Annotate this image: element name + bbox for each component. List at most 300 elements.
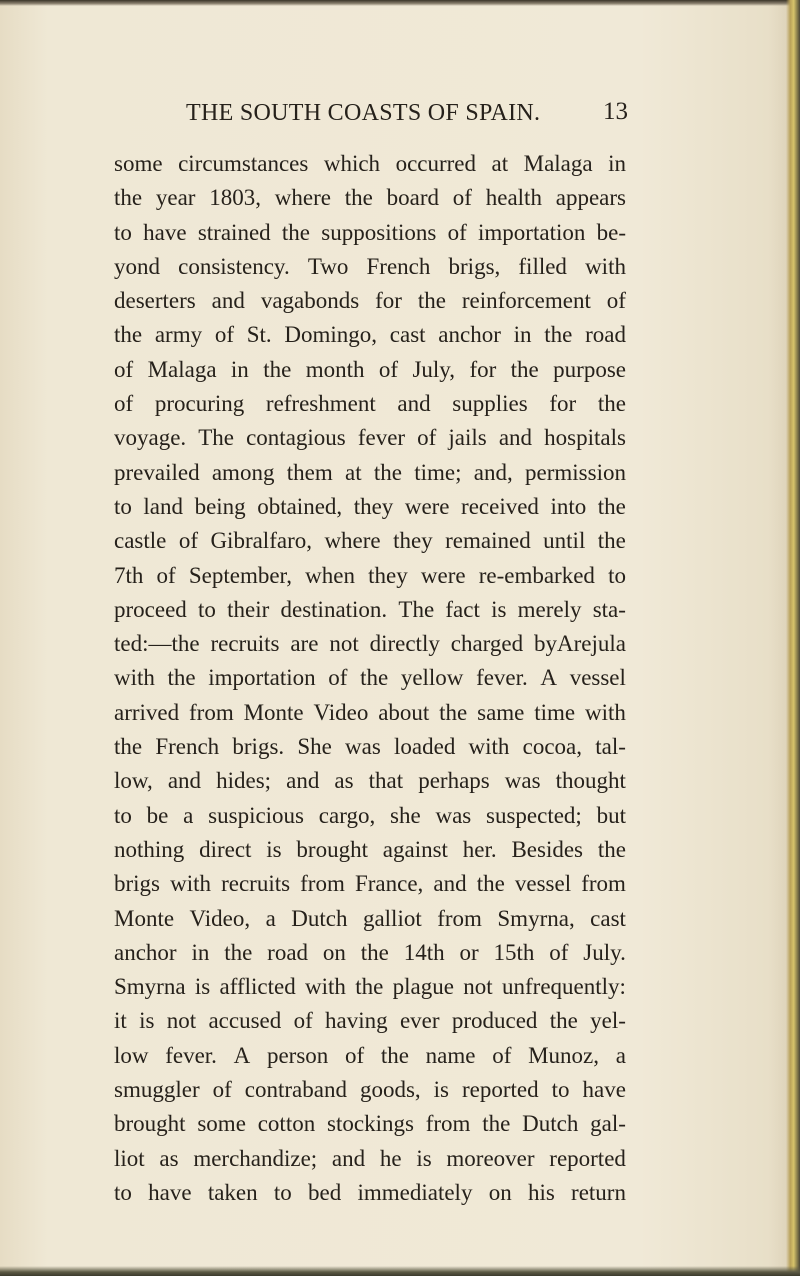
word: the xyxy=(373,459,402,485)
word: fever xyxy=(357,425,406,451)
word: with xyxy=(585,699,626,725)
word: galliot xyxy=(362,905,422,931)
word: byArejula xyxy=(534,631,626,657)
word: deserters xyxy=(114,288,196,314)
word: bed xyxy=(308,1179,342,1205)
word: not xyxy=(166,1008,197,1034)
word: they xyxy=(393,528,433,554)
text-line xyxy=(114,421,626,455)
word: or xyxy=(459,939,479,965)
word: strained xyxy=(197,219,271,245)
word: army xyxy=(154,322,203,348)
word: voyage. xyxy=(114,425,187,451)
running-head: THE SOUTH COASTS OF SPAIN. xyxy=(186,100,541,126)
word: the xyxy=(224,939,253,965)
text-line xyxy=(114,1142,626,1176)
word: accused xyxy=(208,1008,282,1034)
text-line xyxy=(114,250,626,284)
body-text xyxy=(114,147,626,1210)
word: return xyxy=(571,1179,626,1205)
word: on xyxy=(322,939,346,965)
word: with xyxy=(305,974,346,1000)
text-line xyxy=(114,1107,626,1141)
word: St. xyxy=(246,322,272,348)
word: merchandize; xyxy=(193,1145,318,1171)
word: being xyxy=(194,493,246,519)
word: road xyxy=(267,939,309,965)
word: in xyxy=(191,939,210,965)
word: and xyxy=(286,768,320,794)
text-line xyxy=(114,627,626,661)
word: at xyxy=(491,151,509,176)
word: among xyxy=(211,459,275,485)
word: were xyxy=(420,562,466,588)
text-line xyxy=(114,147,626,181)
word: from xyxy=(437,905,482,931)
word: the xyxy=(114,322,143,348)
word: time xyxy=(534,699,576,725)
word: She xyxy=(297,734,332,760)
word: charged xyxy=(450,631,524,657)
word: and xyxy=(167,768,202,794)
word: yond xyxy=(114,253,160,279)
word: where xyxy=(274,185,331,211)
text-line xyxy=(114,661,626,695)
word: Dutch xyxy=(291,905,348,931)
word: permission xyxy=(525,459,626,485)
word: is xyxy=(194,974,211,1000)
word: of xyxy=(378,356,399,382)
word: plague xyxy=(392,974,454,1000)
word: Besides xyxy=(511,836,583,862)
word: yel- xyxy=(590,1008,626,1034)
word: moreover xyxy=(446,1145,535,1171)
word: the xyxy=(263,356,292,382)
word: the xyxy=(114,185,143,211)
word: and xyxy=(498,425,533,451)
word: contraband xyxy=(244,1077,347,1103)
word: to xyxy=(114,1179,132,1205)
word: produced xyxy=(451,1008,538,1034)
word: the xyxy=(549,1008,578,1034)
word: suspected; xyxy=(486,802,582,828)
word: their xyxy=(227,596,270,622)
word: with xyxy=(170,871,211,897)
word: hospitals xyxy=(544,425,626,451)
word: brought xyxy=(114,1111,186,1137)
text-line xyxy=(114,593,626,627)
word: which xyxy=(323,151,381,176)
word: the xyxy=(439,699,468,725)
word: the xyxy=(281,219,311,245)
word: anchor xyxy=(438,322,501,348)
word: Domingo, xyxy=(284,322,378,348)
word: of xyxy=(214,322,235,348)
text-line xyxy=(114,696,626,730)
word: year xyxy=(155,185,196,211)
word: into xyxy=(550,493,587,519)
word: the xyxy=(360,939,389,965)
word: reported xyxy=(462,1077,539,1103)
word: were xyxy=(404,493,450,519)
word: France, xyxy=(354,871,424,897)
word: fever. xyxy=(165,1042,217,1068)
word: reinforcement xyxy=(461,288,591,314)
word: the xyxy=(355,974,384,1000)
text-line xyxy=(114,799,626,833)
word: are xyxy=(290,631,319,657)
word: cargo, xyxy=(318,802,376,828)
word: be xyxy=(146,802,169,828)
word: recruits xyxy=(210,631,280,657)
word: the xyxy=(344,185,373,211)
word: castle xyxy=(114,528,167,554)
word: of xyxy=(114,356,134,382)
text-line xyxy=(114,456,626,490)
text-line xyxy=(114,833,626,867)
word: the xyxy=(476,871,505,897)
word: fact xyxy=(445,596,480,622)
text-line xyxy=(114,1073,626,1107)
word: name xyxy=(425,1042,476,1068)
word: The xyxy=(198,425,235,451)
word: brigs xyxy=(114,871,160,897)
word: of xyxy=(178,528,198,554)
word: smuggler xyxy=(114,1077,200,1103)
word: cast xyxy=(389,322,426,348)
text-line xyxy=(114,902,626,936)
word: Two xyxy=(307,253,349,279)
word: Smyrna xyxy=(114,974,186,1000)
word: a xyxy=(265,905,276,931)
word: Malaga xyxy=(147,356,217,382)
word: her. xyxy=(462,836,497,862)
word: jails xyxy=(448,425,487,451)
word: fever. xyxy=(476,665,528,691)
text-line xyxy=(114,524,626,558)
word: destination. xyxy=(280,596,388,622)
word: The xyxy=(398,596,435,622)
text-line xyxy=(114,1039,626,1073)
word: Gibralfaro, xyxy=(210,528,312,554)
word: as xyxy=(159,1145,179,1171)
word: vessel xyxy=(514,871,572,897)
word: from xyxy=(189,699,234,725)
word: French xyxy=(366,253,431,279)
word: reported xyxy=(549,1145,626,1171)
word: stockings xyxy=(327,1111,414,1137)
word: cotton xyxy=(257,1111,316,1137)
word: ever xyxy=(399,1008,440,1034)
word: goods, xyxy=(359,1077,421,1103)
word: importation xyxy=(208,665,316,691)
word: of xyxy=(447,219,467,245)
text-line xyxy=(114,559,626,593)
word: to xyxy=(273,1179,292,1205)
word: the xyxy=(597,493,626,519)
word: arrived xyxy=(114,699,180,725)
word: 7th xyxy=(114,562,144,588)
word: liot xyxy=(114,1145,145,1171)
word: low xyxy=(114,1042,149,1068)
word: consistency. xyxy=(178,253,290,279)
word: vessel xyxy=(569,665,626,691)
word: prevailed xyxy=(114,459,200,485)
word: suppositions xyxy=(321,219,437,245)
word: with xyxy=(585,253,626,279)
word: a xyxy=(183,802,194,828)
word: the xyxy=(380,1042,409,1068)
word: French xyxy=(155,734,220,760)
word: some xyxy=(114,151,163,176)
word: July, xyxy=(412,356,456,382)
text-line xyxy=(114,284,626,318)
word: be- xyxy=(596,219,626,245)
word: thought xyxy=(555,768,626,794)
text-line xyxy=(114,730,626,764)
word: of xyxy=(293,1008,313,1034)
text-line xyxy=(114,490,626,524)
word: brigs. xyxy=(232,734,285,760)
word: he xyxy=(379,1145,402,1171)
word: taken xyxy=(207,1179,258,1205)
word: and xyxy=(211,288,245,314)
word: she xyxy=(390,802,421,828)
word: with xyxy=(114,665,155,691)
word: they xyxy=(353,493,394,519)
page-number: 13 xyxy=(603,98,628,125)
word: 15th xyxy=(493,939,535,965)
text-line xyxy=(114,216,626,250)
page-header xyxy=(186,100,628,136)
word: importation xyxy=(478,219,586,245)
word: recruits xyxy=(221,871,291,897)
word: where xyxy=(324,528,381,554)
text-line xyxy=(114,764,626,798)
page-bottom-edge xyxy=(0,1266,800,1276)
word: is xyxy=(416,1145,432,1171)
word: road xyxy=(585,322,626,348)
text-line xyxy=(114,1004,626,1038)
word: them xyxy=(286,459,333,485)
word: sta- xyxy=(592,596,626,622)
word: Malaga xyxy=(523,151,593,176)
word: against xyxy=(382,836,448,862)
word: immediately xyxy=(357,1179,473,1205)
word: it xyxy=(114,1008,127,1034)
word: the xyxy=(544,322,573,348)
word: for xyxy=(375,288,402,314)
word: Monte xyxy=(243,699,304,725)
word: his xyxy=(527,1179,555,1205)
word: contagious xyxy=(246,425,346,451)
word: was xyxy=(504,768,541,794)
word: to xyxy=(114,219,132,245)
word: gal- xyxy=(590,1111,626,1137)
word: the xyxy=(510,356,539,382)
text-line xyxy=(114,318,626,352)
word: about xyxy=(378,699,430,725)
word: the xyxy=(597,528,626,554)
word: Smyrna, xyxy=(497,905,575,931)
word: afflicted xyxy=(219,974,296,1000)
word: month xyxy=(305,356,365,382)
word: to xyxy=(114,493,132,519)
text-line xyxy=(114,181,626,215)
word: in xyxy=(513,322,532,348)
word: unfrequently: xyxy=(502,974,626,1000)
word: nothing xyxy=(114,836,185,862)
word: the xyxy=(597,836,626,862)
text-line xyxy=(114,970,626,1004)
word: of xyxy=(328,665,348,691)
word: received xyxy=(461,493,539,519)
word: to xyxy=(608,562,626,588)
word: cast xyxy=(590,905,626,931)
word: perhaps xyxy=(418,768,490,794)
word: directly xyxy=(369,631,440,657)
page-right-edge xyxy=(786,0,800,1276)
word: to xyxy=(551,1077,570,1103)
word: refreshment xyxy=(265,391,376,417)
word: until xyxy=(543,528,586,554)
word: Video, xyxy=(189,905,251,931)
word: brought xyxy=(296,836,368,862)
text-line xyxy=(114,867,626,901)
word: of xyxy=(344,1042,365,1068)
word: of xyxy=(606,288,626,314)
word: and xyxy=(397,391,431,417)
word: health xyxy=(485,185,542,211)
word: when xyxy=(305,562,355,588)
word: to xyxy=(114,802,132,828)
word: the xyxy=(114,734,143,760)
word: direct xyxy=(199,836,252,862)
text-line xyxy=(114,387,626,421)
word: have xyxy=(148,1179,192,1205)
word: in xyxy=(230,356,249,382)
word: Dutch xyxy=(522,1111,579,1137)
word: low, xyxy=(114,768,153,794)
word: have xyxy=(582,1077,626,1103)
word: merely xyxy=(517,596,582,622)
text-line xyxy=(114,353,626,387)
word: loaded xyxy=(394,734,456,760)
word: for xyxy=(549,391,577,417)
word: not xyxy=(463,974,493,1000)
word: of xyxy=(492,1042,512,1068)
word: appears xyxy=(555,185,626,211)
word: July. xyxy=(583,939,626,965)
word: is xyxy=(266,836,282,862)
word: the xyxy=(417,288,446,314)
word: not xyxy=(329,631,359,657)
word: the xyxy=(482,1111,511,1137)
word: vagabonds xyxy=(260,288,360,314)
word: of xyxy=(417,425,437,451)
word: a xyxy=(615,1042,626,1068)
word: having xyxy=(325,1008,388,1034)
word: person xyxy=(266,1042,329,1068)
word: from xyxy=(425,1111,471,1137)
word: Video xyxy=(313,699,369,725)
word: but xyxy=(596,802,626,828)
word: have xyxy=(143,219,187,245)
word: hides; xyxy=(216,768,272,794)
word: some xyxy=(197,1111,246,1137)
word: they xyxy=(368,562,408,588)
word: same xyxy=(477,699,525,725)
word: of xyxy=(114,391,134,417)
word: re-embarked xyxy=(478,562,595,588)
word: obtained, xyxy=(257,493,343,519)
word: 1803, xyxy=(209,185,261,211)
word: Munoz, xyxy=(528,1042,599,1068)
word: remained xyxy=(445,528,531,554)
word: to xyxy=(198,596,216,622)
page-top-edge xyxy=(0,0,800,6)
word: tal- xyxy=(595,734,626,760)
word: and, xyxy=(473,459,513,485)
word: time; xyxy=(414,459,462,485)
word: suspicious xyxy=(208,802,305,828)
word: Monte xyxy=(114,905,175,931)
word: as xyxy=(334,768,354,794)
word: from xyxy=(581,871,626,897)
word: of xyxy=(452,185,472,211)
word: ted:—the xyxy=(114,631,200,657)
word: at xyxy=(344,459,362,485)
word: of xyxy=(156,562,176,588)
word: is xyxy=(433,1077,450,1103)
word: purpose xyxy=(553,356,626,382)
word: with xyxy=(468,734,510,760)
word: A xyxy=(540,665,558,691)
word: from xyxy=(300,871,345,897)
word: and xyxy=(331,1145,366,1171)
word: is xyxy=(491,596,507,622)
word: the xyxy=(360,665,389,691)
word: yellow xyxy=(400,665,464,691)
word: the xyxy=(597,391,626,417)
word: cocoa, xyxy=(522,734,583,760)
word: is xyxy=(139,1008,155,1034)
word: filled xyxy=(518,253,567,279)
word: board xyxy=(386,185,440,211)
word: the xyxy=(167,665,196,691)
word: was xyxy=(345,734,381,760)
word: proceed xyxy=(114,596,187,622)
word: brigs, xyxy=(448,253,501,279)
word: on xyxy=(488,1179,512,1205)
word: land xyxy=(143,493,184,519)
word: September, xyxy=(188,562,293,588)
word: anchor xyxy=(114,939,177,965)
word: for xyxy=(469,356,497,382)
text-line xyxy=(114,1176,626,1210)
word: of xyxy=(549,939,569,965)
word: of xyxy=(212,1077,232,1103)
word: and xyxy=(433,871,467,897)
word: was xyxy=(435,802,472,828)
word: 14th xyxy=(403,939,445,965)
word: occurred xyxy=(395,151,477,176)
word: procuring xyxy=(154,391,245,417)
word: that xyxy=(368,768,404,794)
word: circumstances xyxy=(178,151,309,176)
word: in xyxy=(608,151,626,176)
text-line xyxy=(114,936,626,970)
